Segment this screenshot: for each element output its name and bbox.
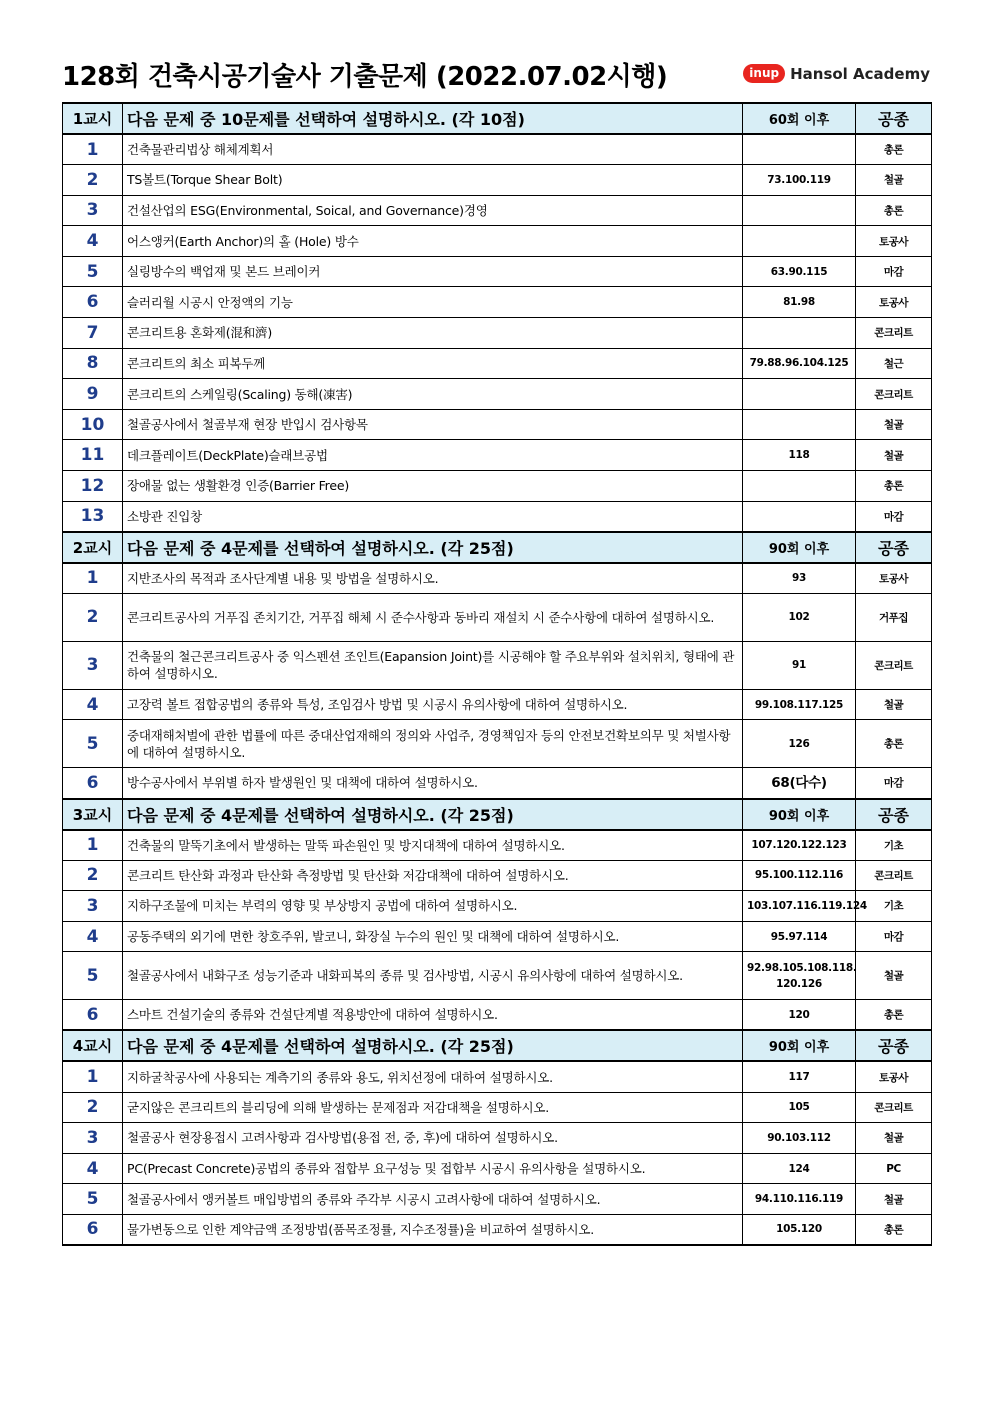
question-number: 2 bbox=[63, 165, 123, 196]
previous-exam-refs: 124 bbox=[743, 1153, 856, 1184]
previous-exam-refs: 105.120 bbox=[743, 1214, 856, 1245]
question-row bbox=[63, 501, 932, 532]
session-label: 1교시 bbox=[63, 103, 123, 134]
previous-exam-refs: 105 bbox=[743, 1092, 856, 1123]
question-text: 콘크리트공사의 거푸집 존치기간, 거푸집 해체 시 준수사항과 동바리 재설치 시 준수사항에 대하여 설명하시오. bbox=[123, 593, 743, 641]
question-category: 마감 bbox=[856, 501, 932, 532]
question-category: 토공사 bbox=[856, 226, 932, 257]
question-text: 철골공사 현장용접시 고려사항과 검사방법(용접 전, 중, 후)에 대하여 설명하시오. bbox=[123, 1123, 743, 1154]
session-instruction: 다음 문제 중 4문제를 선택하여 설명하시오. (각 25점) bbox=[123, 532, 743, 563]
question-text: 건설산업의 ESG(Environmental, Soical, and Governance)경영 bbox=[123, 195, 743, 226]
question-text: 데크플레이트(DeckPlate)슬래브공법 bbox=[123, 440, 743, 471]
question-number: 1 bbox=[63, 563, 123, 594]
question-text: 슬러리월 시공시 안정액의 기능 bbox=[123, 287, 743, 318]
question-text: 공동주택의 외기에 면한 창호주위, 발코니, 화장실 누수의 원인 및 대책에 대하여 설명하시오. bbox=[123, 921, 743, 952]
session-label: 3교시 bbox=[63, 799, 123, 830]
question-text: 장애물 없는 생활환경 인증(Barrier Free) bbox=[123, 471, 743, 502]
session-label: 2교시 bbox=[63, 532, 123, 563]
question-row bbox=[63, 1000, 932, 1031]
session-category-header: 공종 bbox=[856, 103, 932, 134]
question-text: 지하구조물에 미치는 부력의 영향 및 부상방지 공법에 대하여 설명하시오. bbox=[123, 891, 743, 922]
question-row bbox=[63, 226, 932, 257]
previous-exam-refs: 95.100.112.116 bbox=[743, 860, 856, 891]
question-text: 철골공사에서 내화구조 성능기준과 내화피복의 종류 및 검사방법, 시공시 유의사항에 대하여 설명하시오. bbox=[123, 952, 743, 1000]
question-number: 12 bbox=[63, 471, 123, 502]
previous-exam-refs bbox=[743, 195, 856, 226]
exam-table-body bbox=[63, 103, 932, 1245]
question-text: 지하굴착공사에 사용되는 계측기의 종류와 용도, 위치선정에 대하여 설명하시오. bbox=[123, 1061, 743, 1092]
session-category-header: 공종 bbox=[856, 1030, 932, 1061]
question-row bbox=[63, 952, 932, 1000]
question-number: 6 bbox=[63, 1214, 123, 1245]
question-text: 어스앵커(Earth Anchor)의 홀 (Hole) 방수 bbox=[123, 226, 743, 257]
session-category-header: 공종 bbox=[856, 532, 932, 563]
academy-logo bbox=[743, 64, 930, 83]
question-category: 콘크리트 bbox=[856, 318, 932, 349]
question-category: 토공사 bbox=[856, 1061, 932, 1092]
session-header bbox=[63, 103, 932, 134]
question-category: PC bbox=[856, 1153, 932, 1184]
question-text: 스마트 건설기술의 종류와 건설단계별 적용방안에 대하여 설명하시오. bbox=[123, 1000, 743, 1031]
question-text: TS볼트(Torque Shear Bolt) bbox=[123, 165, 743, 196]
question-text: 콘크리트용 혼화제(混和濟) bbox=[123, 318, 743, 349]
previous-exam-refs: 68(다수) bbox=[743, 768, 856, 799]
question-category: 마감 bbox=[856, 921, 932, 952]
previous-exam-refs: 117 bbox=[743, 1061, 856, 1092]
session-instruction: 다음 문제 중 4문제를 선택하여 설명하시오. (각 25점) bbox=[123, 1030, 743, 1061]
question-number: 5 bbox=[63, 256, 123, 287]
question-row bbox=[63, 409, 932, 440]
previous-exam-refs: 95.97.114 bbox=[743, 921, 856, 952]
question-number: 6 bbox=[63, 287, 123, 318]
question-category: 거푸집 bbox=[856, 593, 932, 641]
question-row bbox=[63, 921, 932, 952]
logo-mark: inup bbox=[743, 64, 785, 83]
question-number: 4 bbox=[63, 226, 123, 257]
previous-exam-refs: 103.107.116.119.124 bbox=[743, 891, 856, 922]
previous-exam-refs: 118 bbox=[743, 440, 856, 471]
previous-exam-refs bbox=[743, 409, 856, 440]
session-label: 4교시 bbox=[63, 1030, 123, 1061]
previous-exam-refs: 93 bbox=[743, 563, 856, 594]
question-category: 철골 bbox=[856, 689, 932, 720]
question-category: 마감 bbox=[856, 768, 932, 799]
question-text: 방수공사에서 부위별 하자 발생원인 및 대책에 대하여 설명하시오. bbox=[123, 768, 743, 799]
question-number: 1 bbox=[63, 830, 123, 861]
previous-exam-refs: 63.90.115 bbox=[743, 256, 856, 287]
exam-table bbox=[62, 102, 932, 1246]
question-text: 철골공사에서 철골부재 현장 반입시 검사항목 bbox=[123, 409, 743, 440]
question-number: 5 bbox=[63, 720, 123, 768]
previous-exam-refs: 102 bbox=[743, 593, 856, 641]
question-category: 총론 bbox=[856, 195, 932, 226]
question-category: 토공사 bbox=[856, 563, 932, 594]
question-category: 기초 bbox=[856, 830, 932, 861]
question-row bbox=[63, 830, 932, 861]
question-row bbox=[63, 768, 932, 799]
question-category: 기초 bbox=[856, 891, 932, 922]
question-category: 총론 bbox=[856, 134, 932, 165]
session-instruction: 다음 문제 중 10문제를 선택하여 설명하시오. (각 10점) bbox=[123, 103, 743, 134]
question-text: 콘크리트의 스케일링(Scaling) 동해(凍害) bbox=[123, 379, 743, 410]
session-category-header: 공종 bbox=[856, 799, 932, 830]
question-category: 콘크리트 bbox=[856, 1092, 932, 1123]
previous-exam-refs: 81.98 bbox=[743, 287, 856, 318]
question-row bbox=[63, 348, 932, 379]
question-row bbox=[63, 1214, 932, 1245]
page-title: 128회 건축시공기술사 기출문제 (2022.07.02시행) bbox=[62, 62, 668, 92]
question-category: 콘크리트 bbox=[856, 860, 932, 891]
question-category: 철골 bbox=[856, 952, 932, 1000]
question-text: 건축물의 철근콘크리트공사 중 익스펜션 조인트(Eapansion Joint)를 시공해야 할 주요부위와 설치위치, 형태에 관하여 설명하시오. bbox=[123, 641, 743, 689]
previous-exam-refs: 107.120.122.123 bbox=[743, 830, 856, 861]
question-row bbox=[63, 689, 932, 720]
previous-exam-refs bbox=[743, 226, 856, 257]
session-ref-header: 90회 이후 bbox=[743, 799, 856, 830]
session-ref-header: 90회 이후 bbox=[743, 532, 856, 563]
previous-exam-refs bbox=[743, 134, 856, 165]
session-ref-header: 60회 이후 bbox=[743, 103, 856, 134]
previous-exam-refs bbox=[743, 471, 856, 502]
session-instruction: 다음 문제 중 4문제를 선택하여 설명하시오. (각 25점) bbox=[123, 799, 743, 830]
question-text: 건축물관리법상 해체계획서 bbox=[123, 134, 743, 165]
question-text: 건축물의 말뚝기초에서 발생하는 말뚝 파손원인 및 방지대책에 대하여 설명하시오. bbox=[123, 830, 743, 861]
question-row bbox=[63, 593, 932, 641]
previous-exam-refs: 79.88.96.104.125 bbox=[743, 348, 856, 379]
question-category: 토공사 bbox=[856, 287, 932, 318]
question-row bbox=[63, 287, 932, 318]
question-row bbox=[63, 1123, 932, 1154]
session-ref-header: 90회 이후 bbox=[743, 1030, 856, 1061]
question-text: 지반조사의 목적과 조사단계별 내용 및 방법을 설명하시오. bbox=[123, 563, 743, 594]
question-text: 실링방수의 백업재 및 본드 브레이커 bbox=[123, 256, 743, 287]
question-number: 1 bbox=[63, 1061, 123, 1092]
question-category: 철골 bbox=[856, 440, 932, 471]
previous-exam-refs: 73.100.119 bbox=[743, 165, 856, 196]
question-number: 3 bbox=[63, 641, 123, 689]
question-category: 총론 bbox=[856, 1000, 932, 1031]
question-category: 총론 bbox=[856, 720, 932, 768]
question-row bbox=[63, 860, 932, 891]
question-number: 3 bbox=[63, 195, 123, 226]
question-text: 고장력 볼트 접합공법의 종류와 특성, 조임검사 방법 및 시공시 유의사항에 대하여 설명하시오. bbox=[123, 689, 743, 720]
question-category: 총론 bbox=[856, 471, 932, 502]
question-row bbox=[63, 641, 932, 689]
question-text: 철골공사에서 앵커볼트 매입방법의 종류와 주각부 시공시 고려사항에 대하여 설명하시오. bbox=[123, 1184, 743, 1215]
question-row bbox=[63, 134, 932, 165]
question-category: 총론 bbox=[856, 1214, 932, 1245]
session-header bbox=[63, 799, 932, 830]
question-number: 9 bbox=[63, 379, 123, 410]
question-row bbox=[63, 720, 932, 768]
question-text: 중대재해처벌에 관한 법률에 따른 중대산업재해의 정의와 사업주, 경영책임자 등의 안전보건확보의무 및 처벌사항에 대하여 설명하시오. bbox=[123, 720, 743, 768]
question-text: 굳지않은 콘크리트의 블리딩에 의해 발생하는 문제점과 저감대책을 설명하시오. bbox=[123, 1092, 743, 1123]
previous-exam-refs bbox=[743, 318, 856, 349]
question-category: 철골 bbox=[856, 165, 932, 196]
question-row bbox=[63, 379, 932, 410]
question-number: 2 bbox=[63, 593, 123, 641]
question-number: 13 bbox=[63, 501, 123, 532]
question-row bbox=[63, 256, 932, 287]
question-row bbox=[63, 891, 932, 922]
logo-text: Hansol Academy bbox=[790, 64, 930, 83]
previous-exam-refs: 92.98.105.108.118. 120.126 bbox=[743, 952, 856, 1000]
question-category: 철근 bbox=[856, 348, 932, 379]
session-header bbox=[63, 1030, 932, 1061]
question-number: 6 bbox=[63, 768, 123, 799]
question-row bbox=[63, 440, 932, 471]
previous-exam-refs: 120 bbox=[743, 1000, 856, 1031]
question-number: 7 bbox=[63, 318, 123, 349]
session-header bbox=[63, 532, 932, 563]
question-number: 4 bbox=[63, 689, 123, 720]
question-number: 1 bbox=[63, 134, 123, 165]
question-text: 소방관 진입창 bbox=[123, 501, 743, 532]
question-number: 4 bbox=[63, 1153, 123, 1184]
previous-exam-refs: 91 bbox=[743, 641, 856, 689]
previous-exam-refs: 90.103.112 bbox=[743, 1123, 856, 1154]
question-row bbox=[63, 563, 932, 594]
previous-exam-refs: 99.108.117.125 bbox=[743, 689, 856, 720]
question-row bbox=[63, 1153, 932, 1184]
previous-exam-refs bbox=[743, 501, 856, 532]
question-category: 마감 bbox=[856, 256, 932, 287]
previous-exam-refs bbox=[743, 379, 856, 410]
question-category: 콘크리트 bbox=[856, 641, 932, 689]
question-row bbox=[63, 1092, 932, 1123]
question-row bbox=[63, 165, 932, 196]
question-category: 콘크리트 bbox=[856, 379, 932, 410]
question-number: 5 bbox=[63, 1184, 123, 1215]
question-number: 4 bbox=[63, 921, 123, 952]
question-category: 철골 bbox=[856, 1123, 932, 1154]
question-row bbox=[63, 195, 932, 226]
question-number: 11 bbox=[63, 440, 123, 471]
question-text: 콘크리트 탄산화 과정과 탄산화 측정방법 및 탄산화 저감대책에 대하여 설명하시오. bbox=[123, 860, 743, 891]
question-text: 콘크리트의 최소 피복두께 bbox=[123, 348, 743, 379]
question-number: 3 bbox=[63, 1123, 123, 1154]
question-category: 철골 bbox=[856, 409, 932, 440]
question-number: 6 bbox=[63, 1000, 123, 1031]
question-number: 5 bbox=[63, 952, 123, 1000]
question-row bbox=[63, 1184, 932, 1215]
question-number: 10 bbox=[63, 409, 123, 440]
question-row bbox=[63, 471, 932, 502]
question-number: 8 bbox=[63, 348, 123, 379]
question-number: 2 bbox=[63, 860, 123, 891]
question-text: 물가변동으로 인한 계약금액 조정방법(품목조정률, 지수조정률)을 비교하여 설명하시오. bbox=[123, 1214, 743, 1245]
question-row bbox=[63, 1061, 932, 1092]
question-category: 철골 bbox=[856, 1184, 932, 1215]
previous-exam-refs: 126 bbox=[743, 720, 856, 768]
question-text: PC(Precast Concrete)공법의 종류와 접합부 요구성능 및 접합부 시공시 유의사항을 설명하시오. bbox=[123, 1153, 743, 1184]
question-row bbox=[63, 318, 932, 349]
question-number: 3 bbox=[63, 891, 123, 922]
question-number: 2 bbox=[63, 1092, 123, 1123]
previous-exam-refs: 94.110.116.119 bbox=[743, 1184, 856, 1215]
